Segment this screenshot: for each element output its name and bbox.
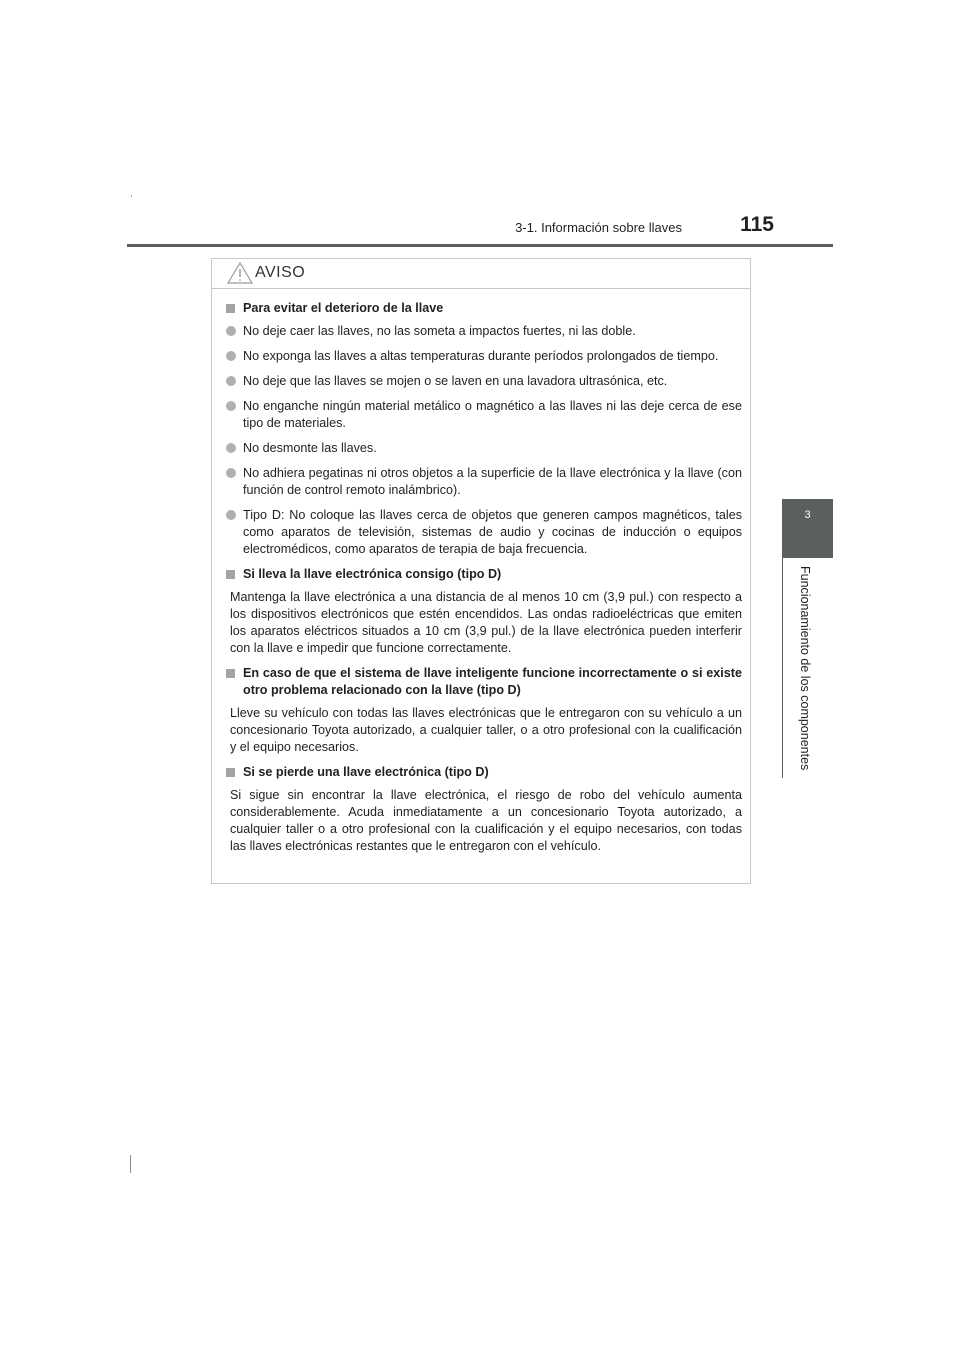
list-item: No deje que las llaves se mojen o se laven en una lavadora ultrasónica, etc. bbox=[212, 373, 750, 390]
circle-bullet-icon bbox=[226, 468, 236, 478]
crop-mark: , bbox=[130, 188, 133, 198]
list-item: No deje caer las llaves, no las someta a impactos fuertes, ni las doble. bbox=[212, 323, 750, 340]
list-item: No exponga las llaves a altas temperaturas durante períodos prolongados de tiempo. bbox=[212, 348, 750, 365]
warning-label: AVISO bbox=[255, 264, 306, 281]
circle-bullet-icon bbox=[226, 351, 236, 361]
section-text: Lleve su vehículo con todas las llaves electrónicas que le entregaron con su vehículo a un concesionario Toyota autorizado, a cualquier taller, o a otro profesional con la cualificación y el equipo necesarios. bbox=[230, 706, 742, 754]
section-title: En caso de que el sistema de llave inteligente funcione incorrectamente o si existe otro problema relacionado con la llave (tipo D) bbox=[212, 665, 750, 699]
circle-bullet-icon bbox=[226, 510, 236, 520]
warning-triangle-icon bbox=[227, 262, 253, 284]
running-header: 3-1. Información sobre llaves bbox=[515, 220, 682, 235]
chapter-number: 3 bbox=[804, 509, 811, 521]
section-title: Si lleva la llave electrónica consigo (tipo D) bbox=[212, 566, 750, 583]
warning-header bbox=[212, 259, 750, 289]
circle-bullet-icon bbox=[226, 443, 236, 453]
chapter-side-rule bbox=[782, 558, 783, 778]
circle-bullet-icon bbox=[226, 326, 236, 336]
warning-content bbox=[212, 300, 750, 863]
square-bullet-icon bbox=[226, 669, 235, 678]
circle-bullet-icon bbox=[226, 376, 236, 386]
section-text: Si sigue sin encontrar la llave electrónica, el riesgo de robo del vehículo aumenta considerablemente. Acuda inmediatamente a un concesionario Toyota autorizado, a cualquier taller o a otro profesional con la cualificación y el equipo necesarios, con todas las llaves electrónicas restantes que le entregaron con el vehículo. bbox=[230, 788, 742, 853]
list-item: Tipo D: No coloque las llaves cerca de objetos que generen campos magnéticos, tales como aparatos de televisión, sistemas de audio y cocinas de inducción o equipos electromédicos, como aparatos de terapia de baja frecuencia. bbox=[212, 507, 750, 558]
list-item: No adhiera pegatinas ni otros objetos a la superficie de la llave electrónica y la llave (con función de control remoto inalámbrico). bbox=[212, 465, 750, 499]
square-bullet-icon bbox=[226, 570, 235, 579]
circle-bullet-icon bbox=[226, 401, 236, 411]
list-item: No desmonte las llaves. bbox=[212, 440, 750, 457]
list-item: No enganche ningún material metálico o magnético a las llaves ni las deje cerca de ese tipo de materiales. bbox=[212, 398, 750, 432]
section-text: Mantenga la llave electrónica a una distancia de al menos 10 cm (3,9 pul.) con respecto a los dispositivos electrónicos que estén encendidos. Las ondas radioeléctricas que emiten los aparatos eléctricos situados a 10 cm (3,9 pul.) de la llave electrónica pueden interferir con la llave e impedir que funcione correctamente. bbox=[230, 590, 742, 655]
page-number: 115 bbox=[740, 213, 774, 236]
square-bullet-icon bbox=[226, 304, 235, 313]
header-rule bbox=[127, 244, 833, 247]
chapter-title: Funcionamiento de los componentes bbox=[798, 566, 812, 771]
crop-mark-line bbox=[130, 1155, 131, 1173]
chapter-tab bbox=[782, 499, 833, 558]
warning-box bbox=[211, 258, 751, 884]
section-title: Si se pierde una llave electrónica (tipo D) bbox=[212, 764, 750, 781]
section-title: Para evitar el deterioro de la llave bbox=[212, 300, 750, 317]
square-bullet-icon bbox=[226, 768, 235, 777]
